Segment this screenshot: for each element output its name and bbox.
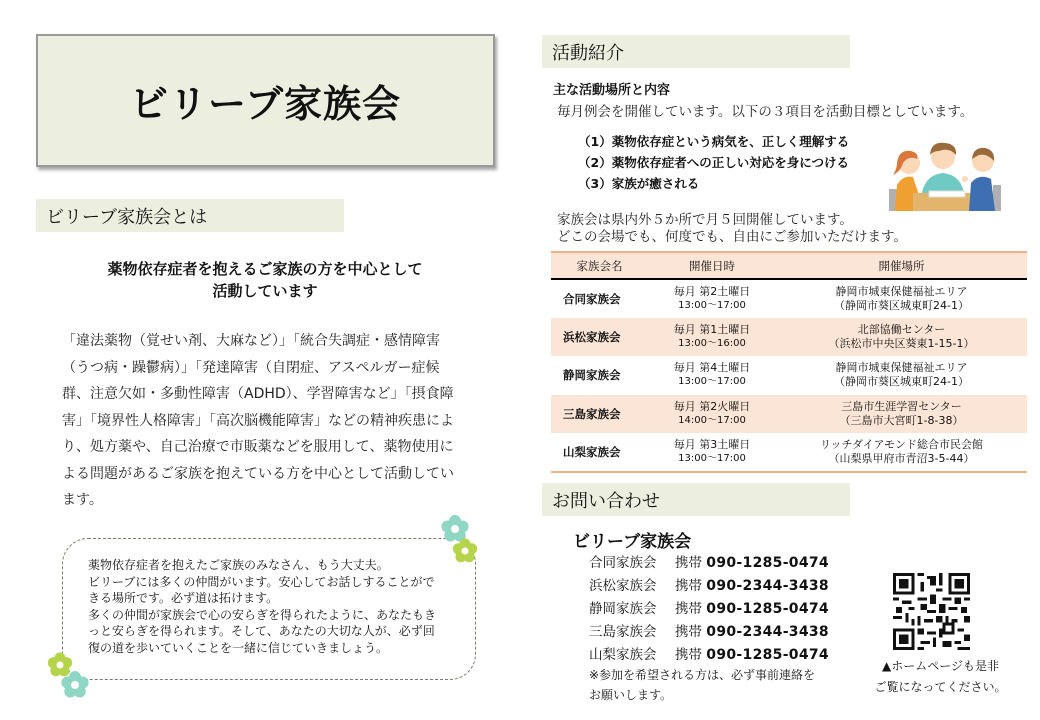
cell-day: 毎月 第4土曜日 (673, 361, 751, 375)
note-line-1: ※参加を希望される方は、必ず事前連絡を (589, 668, 816, 682)
cell-address: （静岡市葵区城東町24-1） (834, 375, 969, 389)
cell-venue: リッチダイアモンド総合市民会館 (819, 437, 984, 451)
activities-summary (557, 212, 907, 246)
cell-time: 13:00〜17:00 (678, 376, 746, 388)
phone-number[interactable]: 090-1285-0474 (706, 647, 829, 663)
summary-line-2: どこの会場でも、何度でも、自由にご参加いただけます。 (557, 229, 907, 245)
contact-heading (542, 483, 850, 516)
lead-line-1: 薬物依存症者を抱えるご家族の方を中心として (107, 260, 423, 278)
activities-heading-text: 活動紹介 (552, 42, 624, 64)
cell-name: 山梨家族会 (551, 433, 648, 472)
table-header-row (551, 252, 1027, 279)
cell-place (776, 356, 1027, 395)
contact-item (589, 621, 829, 644)
cell-day: 毎月 第2火曜日 (673, 399, 751, 413)
phone-label: 携帯 (675, 601, 702, 617)
table-row (551, 318, 1027, 357)
goal-item: （2）薬物依存症者への正しい対応を身につける (578, 155, 849, 170)
goal-item: （1）薬物依存症という病気を、正しく理解する (578, 134, 850, 149)
flower-decoration-icon (438, 514, 478, 566)
cell-name: 合同家族会 (563, 291, 621, 306)
phone-number[interactable]: 090-2344-3438 (706, 624, 829, 640)
family-meeting-illustration-icon (883, 135, 1007, 213)
about-body: 「違法薬物（覚せい剤、大麻など）」「統合失調症・感情障害（うつ病・躁鬱病）」「発達障害（自閉症、アスペルガー症候群、注意欠如・多動性障害（ADHD）、学習障害など」「摂食障害」「境界性人格障害」「高次脳機能障害」などの精神疾患により、処方薬や、自己治療で市販薬などを服用して、薬物使用による問題があるご家族を抱えている方を中心として活動しています。 (62, 333, 454, 508)
cell-time: 13:00〜17:00 (678, 452, 746, 464)
about-heading-text: ビリーブ家族会とは (46, 206, 208, 228)
cell-address: （静岡市葵区城東町24-1） (834, 298, 969, 312)
contact-org-name: ビリーブ家族会 (573, 532, 692, 552)
cell-day: 毎月 第3土曜日 (673, 437, 751, 451)
table-row (551, 279, 1027, 318)
cell-place (776, 279, 1027, 318)
goals-list (578, 131, 849, 194)
cell-datetime (648, 433, 776, 472)
message-text (88, 557, 438, 656)
contact-group: 浜松家族会 (589, 578, 657, 594)
cell-venue: 静岡市城東保健福祉エリア (835, 361, 968, 375)
contact-group: 三島家族会 (589, 624, 657, 640)
cell-day: 毎月 第1土曜日 (673, 322, 751, 336)
qr-caption-line-2: ご覧になってください。 (874, 680, 1007, 694)
page-title: ビリーブ家族会 (129, 82, 402, 126)
table-row (551, 356, 1027, 395)
table-row (551, 433, 1027, 472)
qr-caption-line-1: ▲ホームページも是非 (882, 659, 999, 673)
summary-line-1: 家族会は県内外５か所で月５回開催しています。 (557, 212, 853, 228)
cell-datetime (648, 356, 776, 395)
cell-address: （浜松市中央区葵東1-15-1） (828, 336, 975, 350)
cell-place (776, 395, 1027, 434)
phone-label: 携帯 (675, 578, 702, 594)
about-lead (60, 258, 470, 302)
contact-group: 静岡家族会 (589, 601, 657, 617)
phone-number[interactable]: 090-2344-3438 (706, 578, 829, 594)
cell-datetime (648, 279, 776, 318)
cell-datetime (648, 395, 776, 434)
column-header-name: 家族会名 (551, 252, 648, 279)
contact-group: 合同家族会 (589, 555, 657, 571)
cell-place (776, 433, 1027, 472)
flower-decoration-icon (48, 650, 94, 702)
cell-day: 毎月 第2土曜日 (673, 284, 751, 298)
cell-name: 浜松家族会 (551, 318, 648, 357)
table-row (551, 395, 1027, 434)
about-heading (36, 199, 344, 232)
cell-venue: 三島市生涯学習センター (841, 399, 962, 413)
cell-venue: 静岡市城東保健福祉エリア (835, 284, 968, 298)
cell-time: 14:00〜17:00 (678, 414, 746, 426)
activities-heading (542, 35, 850, 68)
qr-caption (868, 656, 1013, 698)
contact-heading-text: お問い合わせ (552, 490, 660, 512)
contact-item (589, 644, 829, 667)
cell-time: 13:00〜17:00 (678, 299, 746, 311)
contact-list (589, 552, 829, 667)
cell-time: 13:00〜16:00 (678, 337, 746, 349)
contact-group: 山梨家族会 (589, 647, 657, 663)
phone-number[interactable]: 090-1285-0474 (706, 601, 829, 617)
goal-item: （3）家族が癒される (578, 176, 700, 191)
phone-label: 携帯 (675, 647, 702, 663)
cell-datetime (648, 318, 776, 357)
cell-address: （三島市大宮町1-8-38） (839, 413, 964, 427)
cell-address: （山梨県甲府市青沼3-5-44） (828, 451, 975, 465)
cell-name: 三島家族会 (551, 395, 648, 434)
phone-number[interactable]: 090-1285-0474 (706, 555, 829, 571)
note-line-2: お願いします。 (589, 688, 673, 702)
column-header-datetime: 開催日時 (648, 252, 776, 279)
qr-code-icon[interactable] (893, 573, 970, 650)
column-header-place: 開催場所 (776, 252, 1027, 279)
lead-line-2: 活動しています (212, 282, 318, 300)
contact-item (589, 552, 829, 575)
contact-item (589, 575, 829, 598)
cell-venue: 北部協働センター (857, 322, 946, 336)
phone-label: 携帯 (675, 555, 702, 571)
phone-label: 携帯 (675, 624, 702, 640)
activities-subheading: 主な活動場所と内容 (553, 83, 671, 98)
contact-item (589, 598, 829, 621)
message-line: 薬物依存症者を抱えたご家族のみなさん、もう大丈夫。 (88, 558, 389, 572)
contact-note (589, 665, 815, 705)
title-box (36, 34, 495, 167)
cell-place (776, 318, 1027, 357)
message-line: 多くの仲間が家族会で心の安らぎを得られたように、あなたもきっと安らぎを得られます。そして、あなたの大切な人が、必ず回復の道を歩いていくことを一緒に信じていきましょう。 (88, 607, 437, 655)
activities-intro: 毎月例会を開催しています。以下の３項目を活動目標としています。 (557, 104, 974, 120)
schedule-table (551, 251, 1027, 473)
cell-name: 静岡家族会 (563, 368, 621, 383)
message-line: ビリーブには多くの仲間がいます。安心してお話しすることができる場所です。必ず道は拓けます。 (88, 574, 435, 605)
